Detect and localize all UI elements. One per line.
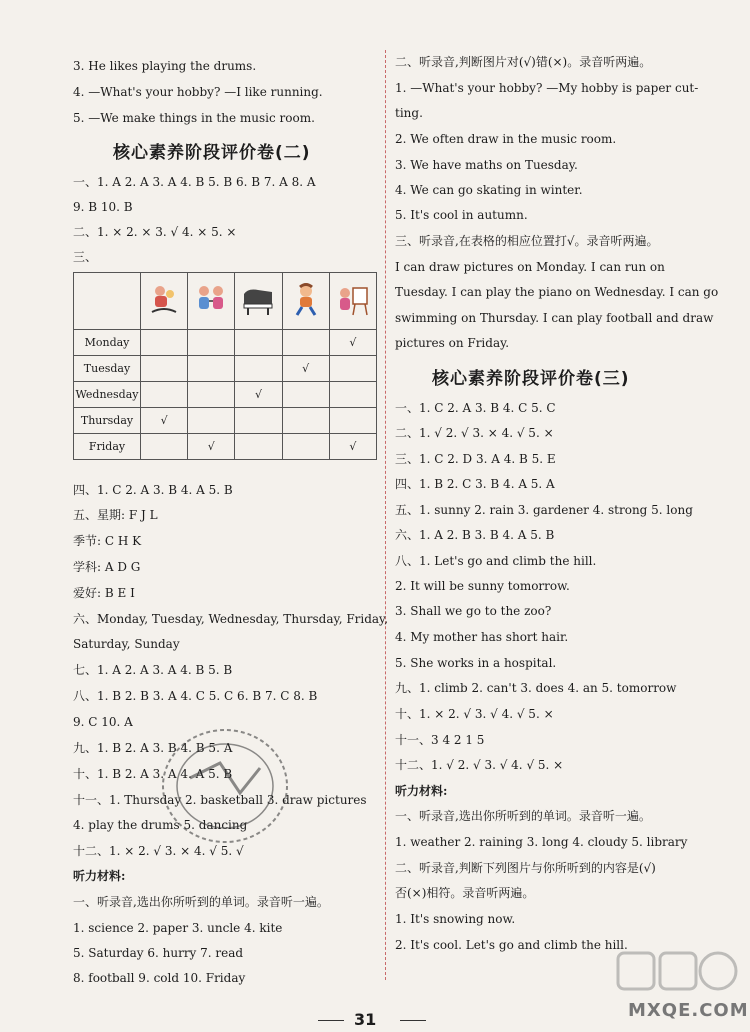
answer-line: 2. We often draw in the music room. — [395, 132, 617, 146]
answer-line: 九、1. climb 2. can't 3. does 4. an 5. tomorrow — [395, 681, 677, 695]
table-row — [74, 356, 377, 382]
drawing-icon — [329, 273, 376, 330]
mark-cell: √ — [329, 330, 376, 356]
section-title-3: 核心素养阶段评价卷(三) — [432, 369, 630, 389]
answer-line: 听力材料: — [73, 869, 126, 883]
answer-line: 二、听录音,判断下列图片与你所听到的内容是(√) — [395, 861, 656, 875]
table-row — [74, 408, 377, 434]
skating-icon — [141, 273, 188, 330]
mark-cell — [282, 434, 329, 460]
answer-line: ting. — [395, 106, 423, 120]
stamp-mark — [150, 708, 300, 858]
mark-cell — [188, 356, 235, 382]
table-row — [74, 330, 377, 356]
answer-line: 4. play the drums 5. dancing — [73, 818, 248, 832]
mark-cell: √ — [141, 408, 188, 434]
mark-cell — [188, 330, 235, 356]
watermark-text: MXQE.COM — [628, 1000, 749, 1021]
table-corner-cell — [74, 273, 141, 330]
answer-line: Tuesday. I can play the piano on Wednesday. I can go — [395, 285, 719, 299]
answer-line: 爱好: B E I — [73, 586, 135, 600]
mark-cell — [282, 408, 329, 434]
answer-line: 九、1. B 2. A 3. B 4. B 5. A — [73, 741, 233, 755]
answer-line: 三、1. C 2. D 3. A 4. B 5. E — [395, 452, 556, 466]
mark-cell — [235, 434, 282, 460]
answer-line: 学科: A D G — [73, 560, 141, 574]
mark-cell — [329, 382, 376, 408]
answer-line: pictures on Friday. — [395, 336, 510, 350]
table-row — [74, 434, 377, 460]
answer-line: 四、1. C 2. A 3. B 4. A 5. B — [73, 483, 233, 497]
running-icon — [282, 273, 329, 330]
answer-line: 9. B 10. B — [73, 200, 133, 214]
schedule-table — [73, 272, 377, 460]
table-row — [74, 382, 377, 408]
day-cell: Monday — [74, 330, 141, 356]
mark-cell — [329, 408, 376, 434]
answer-line: 五、1. sunny 2. rain 3. gardener 4. strong 5. long — [395, 503, 693, 517]
mark-cell — [188, 382, 235, 408]
answer-line: 三、 — [73, 250, 98, 264]
answer-line: 1. It's snowing now. — [395, 912, 516, 926]
mark-cell: √ — [282, 356, 329, 382]
answer-line: 六、Monday, Tuesday, Wednesday, Thursday, Friday, — [73, 612, 389, 626]
mark-cell: √ — [235, 382, 282, 408]
answer-line: 3. He likes playing the drums. — [73, 59, 257, 73]
answer-line: 十二、1. √ 2. √ 3. √ 4. √ 5. × — [395, 758, 564, 772]
page-number-rule-left — [318, 1020, 344, 1021]
answer-line: 十、1. × 2. √ 3. √ 4. √ 5. × — [395, 707, 554, 721]
answer-line: 一、听录音,选出你所听到的单词。录音听一遍。 — [395, 809, 651, 823]
day-cell: Tuesday — [74, 356, 141, 382]
answer-line: 三、听录音,在表格的相应位置打√。录音听两遍。 — [395, 234, 659, 248]
answer-line: 五、星期: F J L — [73, 508, 158, 522]
answer-line: 听力材料: — [395, 784, 448, 798]
answer-line: 二、1. × 2. × 3. √ 4. × 5. × — [73, 225, 237, 239]
answer-line: 八、1. Let's go and climb the hill. — [395, 554, 597, 568]
answer-line: 四、1. B 2. C 3. B 4. A 5. A — [395, 477, 555, 491]
answer-line: 六、1. A 2. B 3. B 4. A 5. B — [395, 528, 555, 542]
answer-line: 9. C 10. A — [73, 715, 133, 729]
answer-line: 八、1. B 2. B 3. A 4. C 5. C 6. B 7. C 8. B — [73, 689, 318, 703]
answer-line: 2. It's cool. Let's go and climb the hill. — [395, 938, 628, 952]
answer-line: 七、1. A 2. A 3. A 4. B 5. B — [73, 663, 233, 677]
answer-line: I can draw pictures on Monday. I can run on — [395, 260, 665, 274]
section-title-2: 核心素养阶段评价卷(二) — [113, 143, 311, 163]
answer-line: 3. We have maths on Tuesday. — [395, 158, 578, 172]
mark-cell — [141, 356, 188, 382]
answer-line: 2. It will be sunny tomorrow. — [395, 579, 570, 593]
answer-line: 4. —What's your hobby? —I like running. — [73, 85, 323, 99]
answer-line: swimming on Thursday. I can play football and draw — [395, 311, 714, 325]
answer-line: 1. science 2. paper 3. uncle 4. kite — [73, 921, 283, 935]
mark-cell — [141, 330, 188, 356]
mark-cell — [188, 408, 235, 434]
answer-line: 二、听录音,判断图片对(√)错(×)。录音听两遍。 — [395, 55, 652, 69]
mark-cell — [235, 408, 282, 434]
answer-line: 5. She works in a hospital. — [395, 656, 557, 670]
day-cell: Wednesday — [74, 382, 141, 408]
answer-line: 否(×)相符。录音听两遍。 — [395, 886, 535, 900]
answer-line: 季节: C H K — [73, 534, 142, 548]
page-number-rule-right — [400, 1020, 426, 1021]
answer-line: 一、1. A 2. A 3. A 4. B 5. B 6. B 7. A 8. A — [73, 175, 316, 189]
mark-cell — [141, 434, 188, 460]
answer-line: 十一、1. Thursday 2. basketball 3. draw pictures — [73, 793, 367, 807]
day-cell: Thursday — [74, 408, 141, 434]
answer-line: 十、1. B 2. A 3. A 4. A 5. B — [73, 767, 233, 781]
mark-cell — [235, 330, 282, 356]
answer-line: 5. It's cool in autumn. — [395, 208, 528, 222]
table-header-row — [74, 273, 377, 330]
day-cell: Friday — [74, 434, 141, 460]
answer-line: 8. football 9. cold 10. Friday — [73, 971, 246, 985]
answer-line: Saturday, Sunday — [73, 637, 180, 651]
answer-line: 一、1. C 2. A 3. B 4. C 5. C — [395, 401, 556, 415]
answer-line: 1. —What's your hobby? —My hobby is paper cut- — [395, 81, 699, 95]
answer-line: 4. My mother has short hair. — [395, 630, 569, 644]
column-divider — [385, 50, 386, 980]
answer-line: 二、1. √ 2. √ 3. × 4. √ 5. × — [395, 426, 554, 440]
mark-cell — [282, 330, 329, 356]
answer-line: 十一、3 4 2 1 5 — [395, 733, 485, 747]
answer-line: 3. Shall we go to the zoo? — [395, 604, 552, 618]
mark-cell: √ — [188, 434, 235, 460]
answer-line: 1. weather 2. raining 3. long 4. cloudy 5. library — [395, 835, 688, 849]
answer-line: 4. We can go skating in winter. — [395, 183, 583, 197]
piano-icon — [235, 273, 282, 330]
mark-cell — [282, 382, 329, 408]
answer-line: 5. —We make things in the music room. — [73, 111, 315, 125]
mark-cell — [141, 382, 188, 408]
mark-cell — [329, 356, 376, 382]
dancing-icon — [188, 273, 235, 330]
answer-line: 十二、1. × 2. √ 3. × 4. √ 5. √ — [73, 844, 244, 858]
mark-cell — [235, 356, 282, 382]
page-number: 31 — [354, 1010, 377, 1029]
answer-line: 5. Saturday 6. hurry 7. read — [73, 946, 244, 960]
mark-cell: √ — [329, 434, 376, 460]
answer-line: 一、听录音,选出你所听到的单词。录音听一遍。 — [73, 895, 329, 909]
